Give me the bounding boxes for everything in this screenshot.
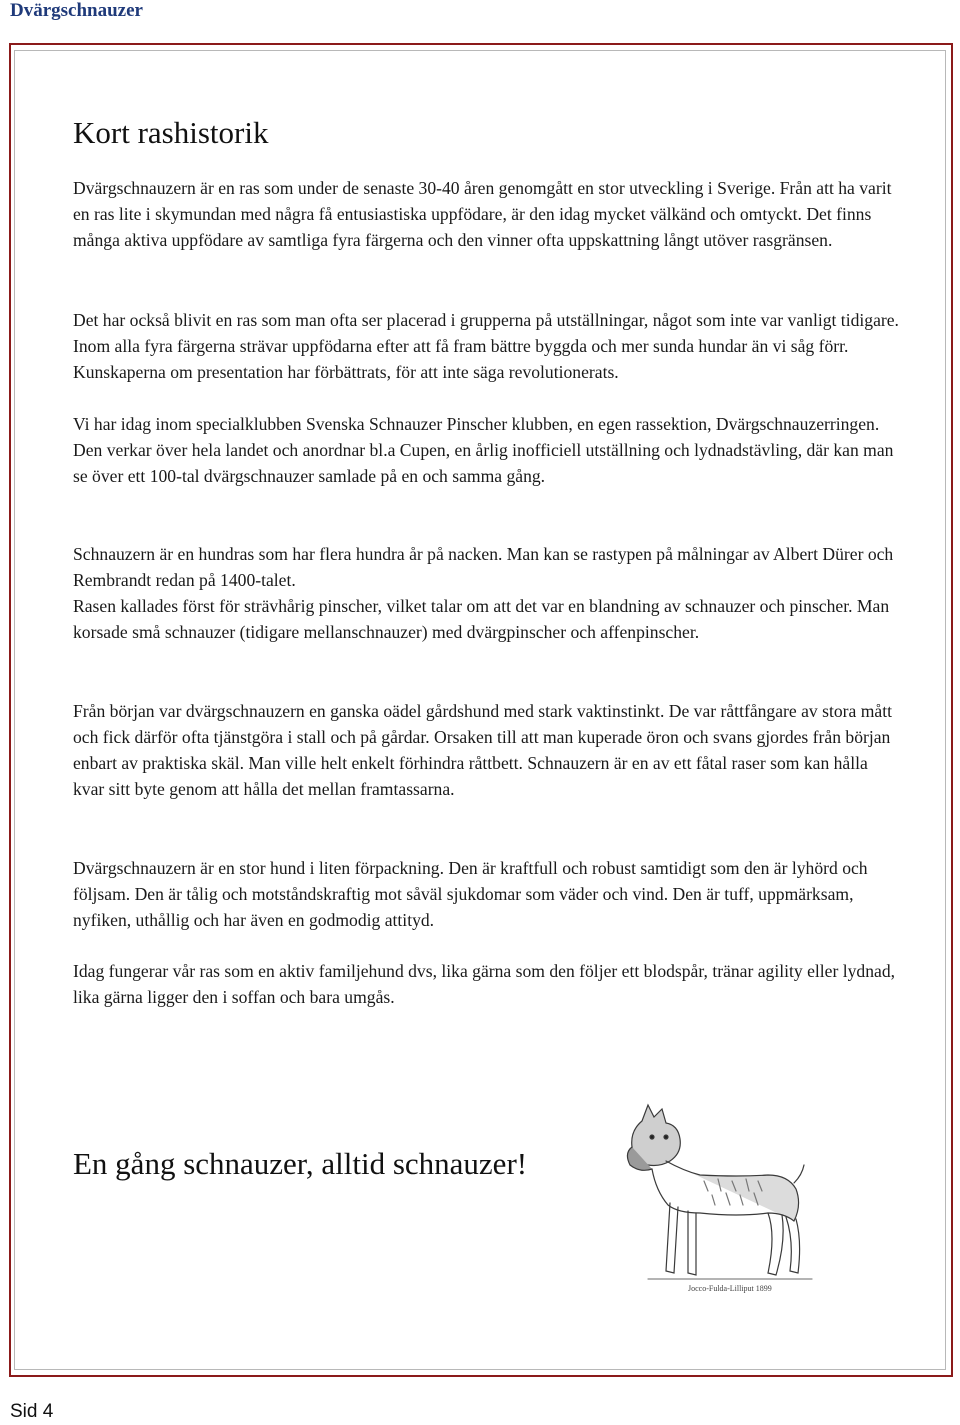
paragraph-farm-dog: Från början var dvärgschnauzern en ganska oädel gårdshund med stark vaktinstinkt. De var råttfångare av stora mått och fick därför ofta tjänstgöra i stall och på gårdar. Orsaken till att man kuperade öron och svans gjordes från början enbart av praktiska skäl. Man ville helt enkelt förhindra råttbett. Schnauzern är en av ett fåtal raser som kan hålla kvar sitt byte genom att hålla det mellan framtassarna. — [73, 701, 892, 799]
paragraph-shows: Det har också blivit en ras som man ofta ser placerad i grupperna på utställningar, något som inte var vanligt tidigare. Inom alla fyra färgerna strävar uppfödarna efter att få fram bättre byggda och mer sunda hundar än vi såg förr. Kunskaperna om presentation har förbättrats, för att inte säga revolutionerats. — [73, 310, 899, 382]
schnauzer-sketch-icon — [608, 1095, 820, 1295]
page-number: Sid 4 — [10, 1401, 54, 1422]
paragraph-history: Schnauzern är en hundras som har flera hundra år på nacken. Man kan se rastypen på målningar av Albert Dürer och Rembrandt redan på 1400-talet. — [73, 544, 894, 590]
motto: En gång schnauzer, alltid schnauzer! — [73, 1146, 528, 1181]
paragraph-temperament: Dvärgschnauzern är en stor hund i liten förpackning. Den är kraftfull och robust samtidigt som den är lyhörd och följsam. Den är tålig och motståndskraftig mot såväl sjukdomar som väder och vind. Den är tuff, uppmärksam, nyfiken, uthållig och har även en godmodig attityd. — [73, 858, 868, 930]
paragraph-club: Vi har idag inom specialklubben Svenska Schnauzer Pinscher klubben, en egen rassektion, Dvärgschnauzerringen. Den verkar över hela landet och anordnar bl.a Cupen, en årlig inofficiell utställning och lydnadstävling, där kan man se över ett 100-tal dvärgschnauzer samlade på en och samma gång. — [73, 414, 894, 486]
paragraph-family-dog: Idag fungerar vår ras som en aktiv familjehund dvs, lika gärna som den följer ett blodspår, tränar agility eller lydnad, lika gärna ligger den i soffan och bara umgås. — [73, 961, 896, 1007]
illustration-caption: Jocco-Fulda-Lilliput 1899 — [688, 1284, 772, 1293]
page-heading: Kort rashistorik — [73, 115, 269, 150]
paragraph-origin: Rasen kallades först för strävhårig pinscher, vilket talar om att det var en blandning av schnauzer och pinscher. Man korsade små schnauzer (tidigare mellanschnauzer) med dvärgpinscher och affenpinscher. — [73, 596, 890, 642]
header-title: Dvärgschnauzer — [10, 0, 143, 21]
dog-illustration — [608, 1095, 820, 1295]
paragraph-intro: Dvärgschnauzern är en ras som under de senaste 30-40 åren genomgått en stor utveckling i Sverige. Från att ha varit en ras lite i skymundan med några få entusiastiska uppfödare, är den idag mycket välkänd och omtyckt. Det finns många aktiva uppfödare av samtliga fyra färgerna och den vinner ofta uppskattning långt utöver rasgränsen. — [73, 178, 892, 250]
